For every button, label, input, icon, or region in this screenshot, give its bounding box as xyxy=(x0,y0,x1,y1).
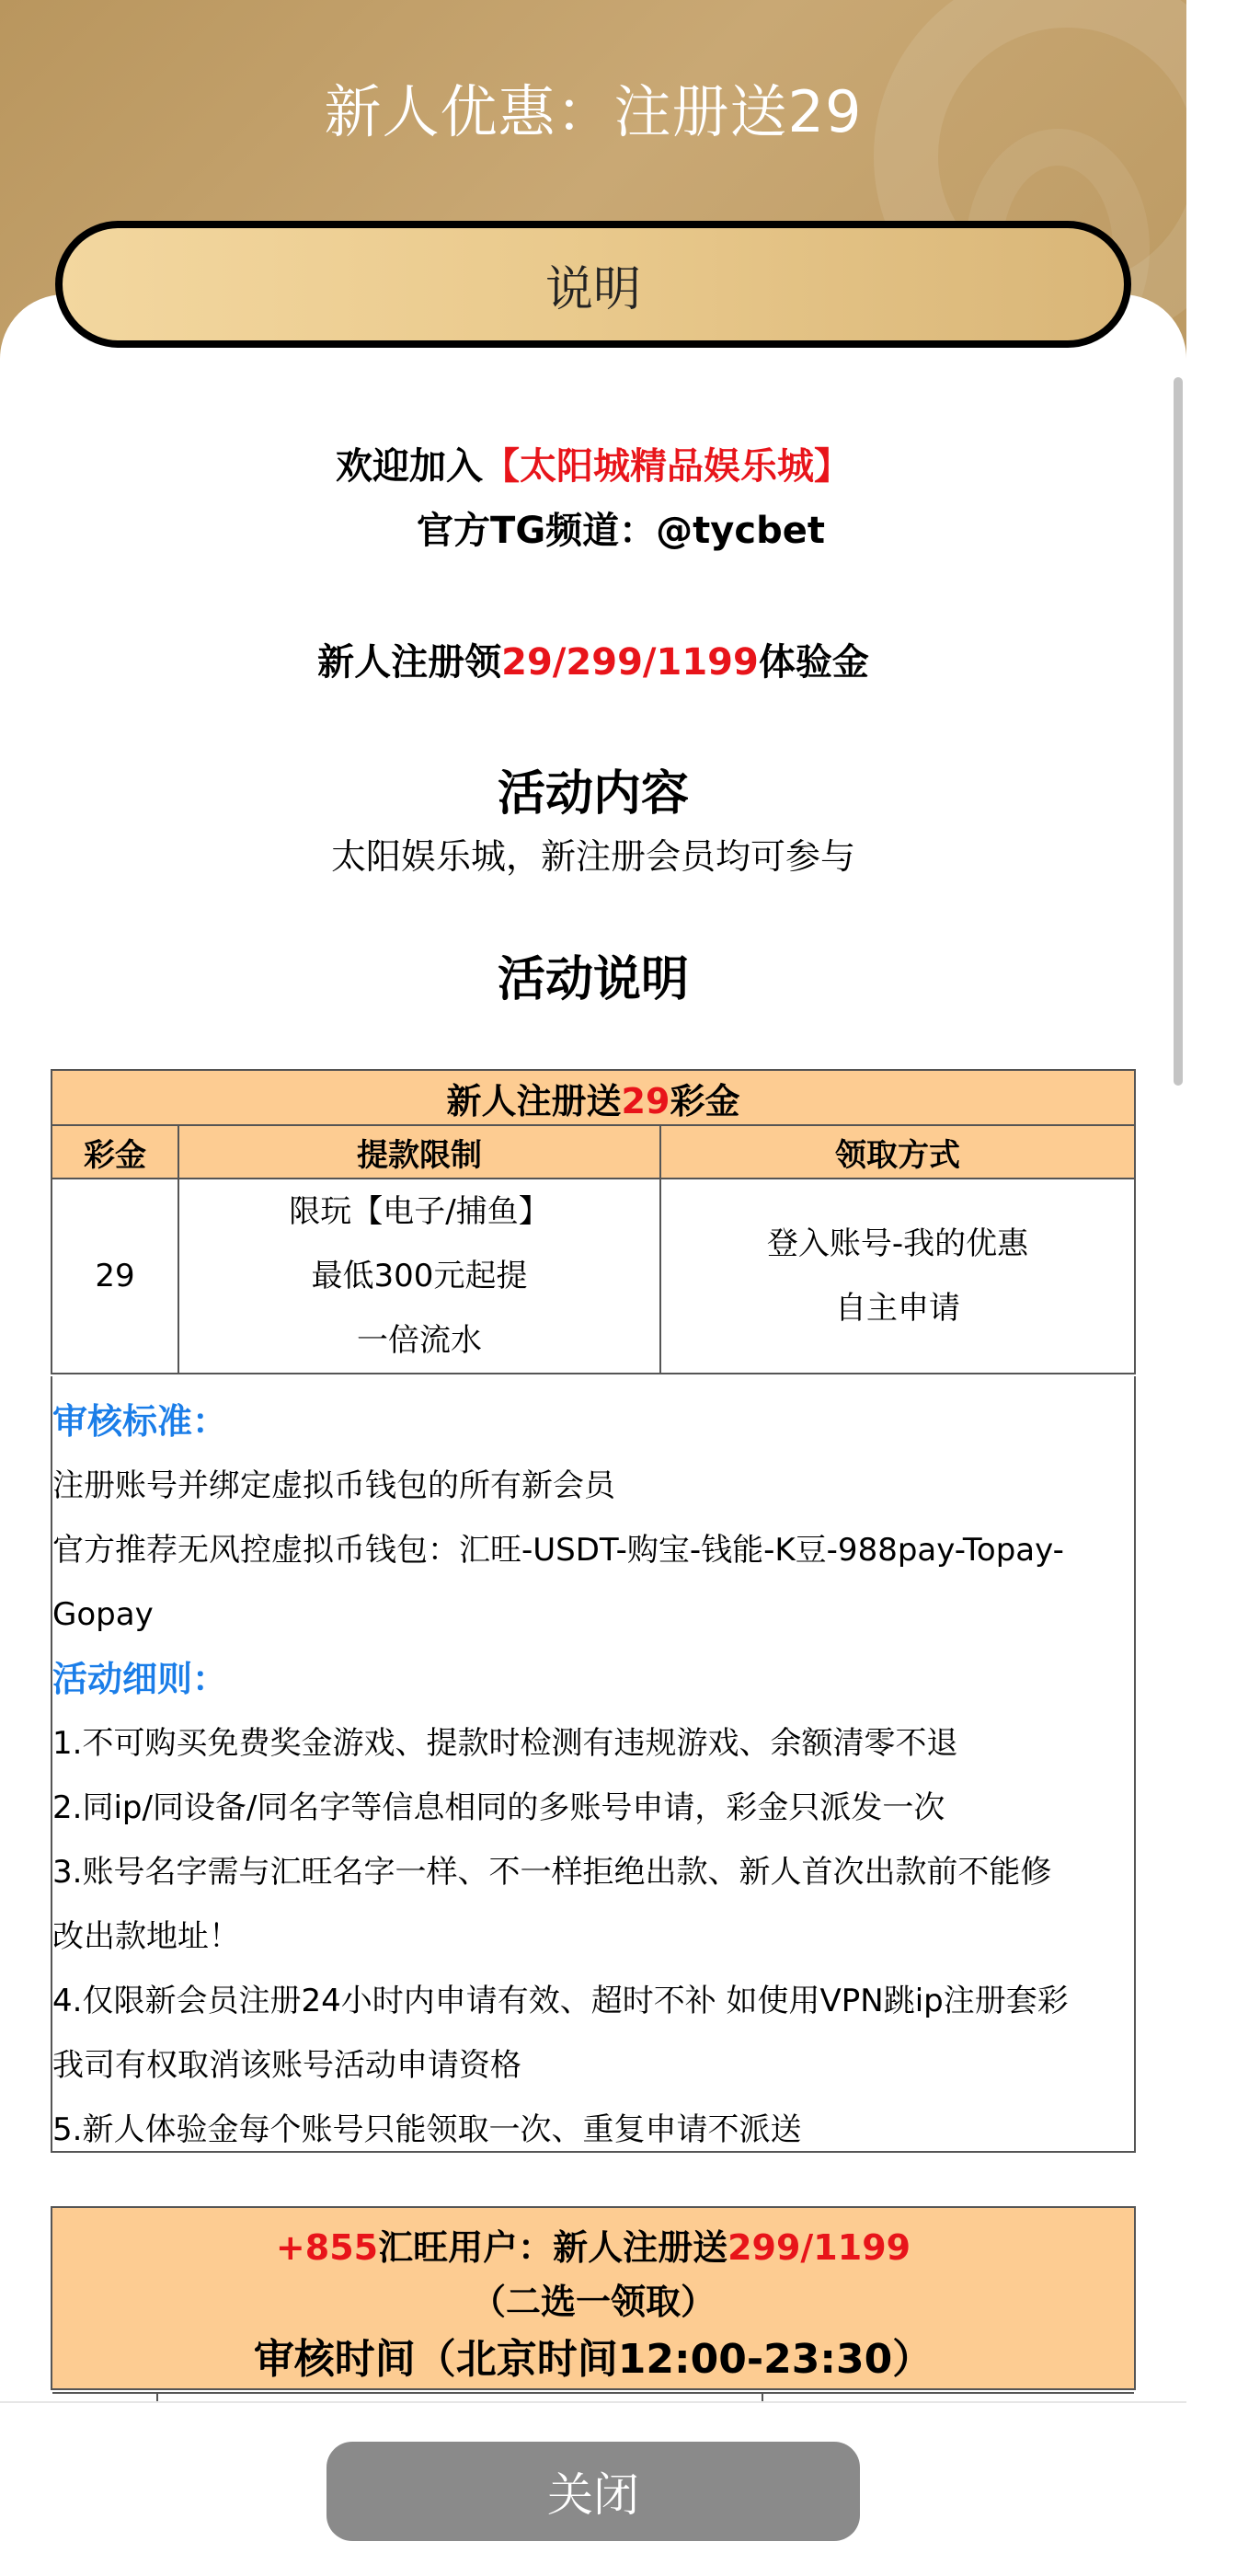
table2-review-time: 审核时间（北京时间12:00-23:30） xyxy=(253,2336,934,2383)
rule-line: 我司有权取消该账号活动申请资格 xyxy=(52,2047,521,2084)
table-title: 新人注册送29彩金 xyxy=(52,1070,1135,1125)
column-header: 彩金 xyxy=(52,1125,178,1179)
page-title: 新人优惠：注册送29 xyxy=(324,78,863,145)
close-button[interactable]: 关闭 xyxy=(326,2442,860,2541)
table2-subtitle: （二选一领取） xyxy=(470,2282,716,2322)
withdraw-limits: 限玩【电子/捕鱼】 最低300元起提 一倍流水 xyxy=(178,1179,660,1374)
brand-name: 【太阳城精品娱乐城】 xyxy=(483,445,851,488)
rule-line: 官方推荐无风控虚拟币钱包：汇旺-USDT-购宝-钱能-K豆-988pay-Topay- xyxy=(52,1532,1064,1569)
rules-section xyxy=(51,1376,1136,2153)
signup-bonus-line: 新人注册领29/299/1199体验金 xyxy=(317,641,869,684)
activity-details-heading: 活动细则： xyxy=(52,1659,228,1699)
huiwang-bonus-table xyxy=(51,2206,1136,2390)
review-standard-heading: 审核标准： xyxy=(52,1401,228,1442)
rule-line: 注册账号并绑定虚拟币钱包的所有新会员 xyxy=(52,1467,615,1504)
activity-content-text: 太阳娱乐城，新注册会员均可参与 xyxy=(330,836,855,877)
activity-content-title: 活动内容 xyxy=(497,766,689,822)
rule-line: 5.新人体验金每个账号只能领取一次、重复申请不派送 xyxy=(52,2111,802,2148)
welcome-line: 欢迎加入【太阳城精品娱乐城】 xyxy=(336,445,851,488)
claim-method: 登入账号-我的优惠 自主申请 xyxy=(660,1179,1135,1374)
tab-description[interactable]: 说明 xyxy=(55,221,1131,348)
rule-line: Gopay xyxy=(52,1596,154,1633)
rule-line: 2.同ip/同设备/同名字等信息相同的多账号申请，彩金只派发一次 xyxy=(52,1789,945,1826)
column-header: 提款限制 xyxy=(178,1125,660,1179)
activity-desc-title: 活动说明 xyxy=(497,952,689,1007)
tg-channel: 官方TG频道：@tycbet xyxy=(417,510,825,552)
rule-line: 1.不可购买免费奖金游戏、提款时检测有违规游戏、余额清零不退 xyxy=(52,1725,958,1762)
table2-title: +855汇旺用户：新人注册送299/1199 xyxy=(275,2227,911,2268)
rule-line: 3.账号名字需与汇旺名字一样、不一样拒绝出款、新人首次出款前不能修 xyxy=(52,1854,1052,1891)
rule-line: 改出款地址！ xyxy=(52,1918,240,1955)
bonus-amount: 29 xyxy=(52,1179,178,1374)
rule-line: 4.仅限新会员注册24小时内申请有效、超时不补 如使用VPN跳ip注册套彩 xyxy=(52,1983,1069,2019)
column-header: 领取方式 xyxy=(660,1125,1135,1179)
bottom-bar xyxy=(0,2401,1186,2572)
bonus-table xyxy=(51,1069,1136,1374)
